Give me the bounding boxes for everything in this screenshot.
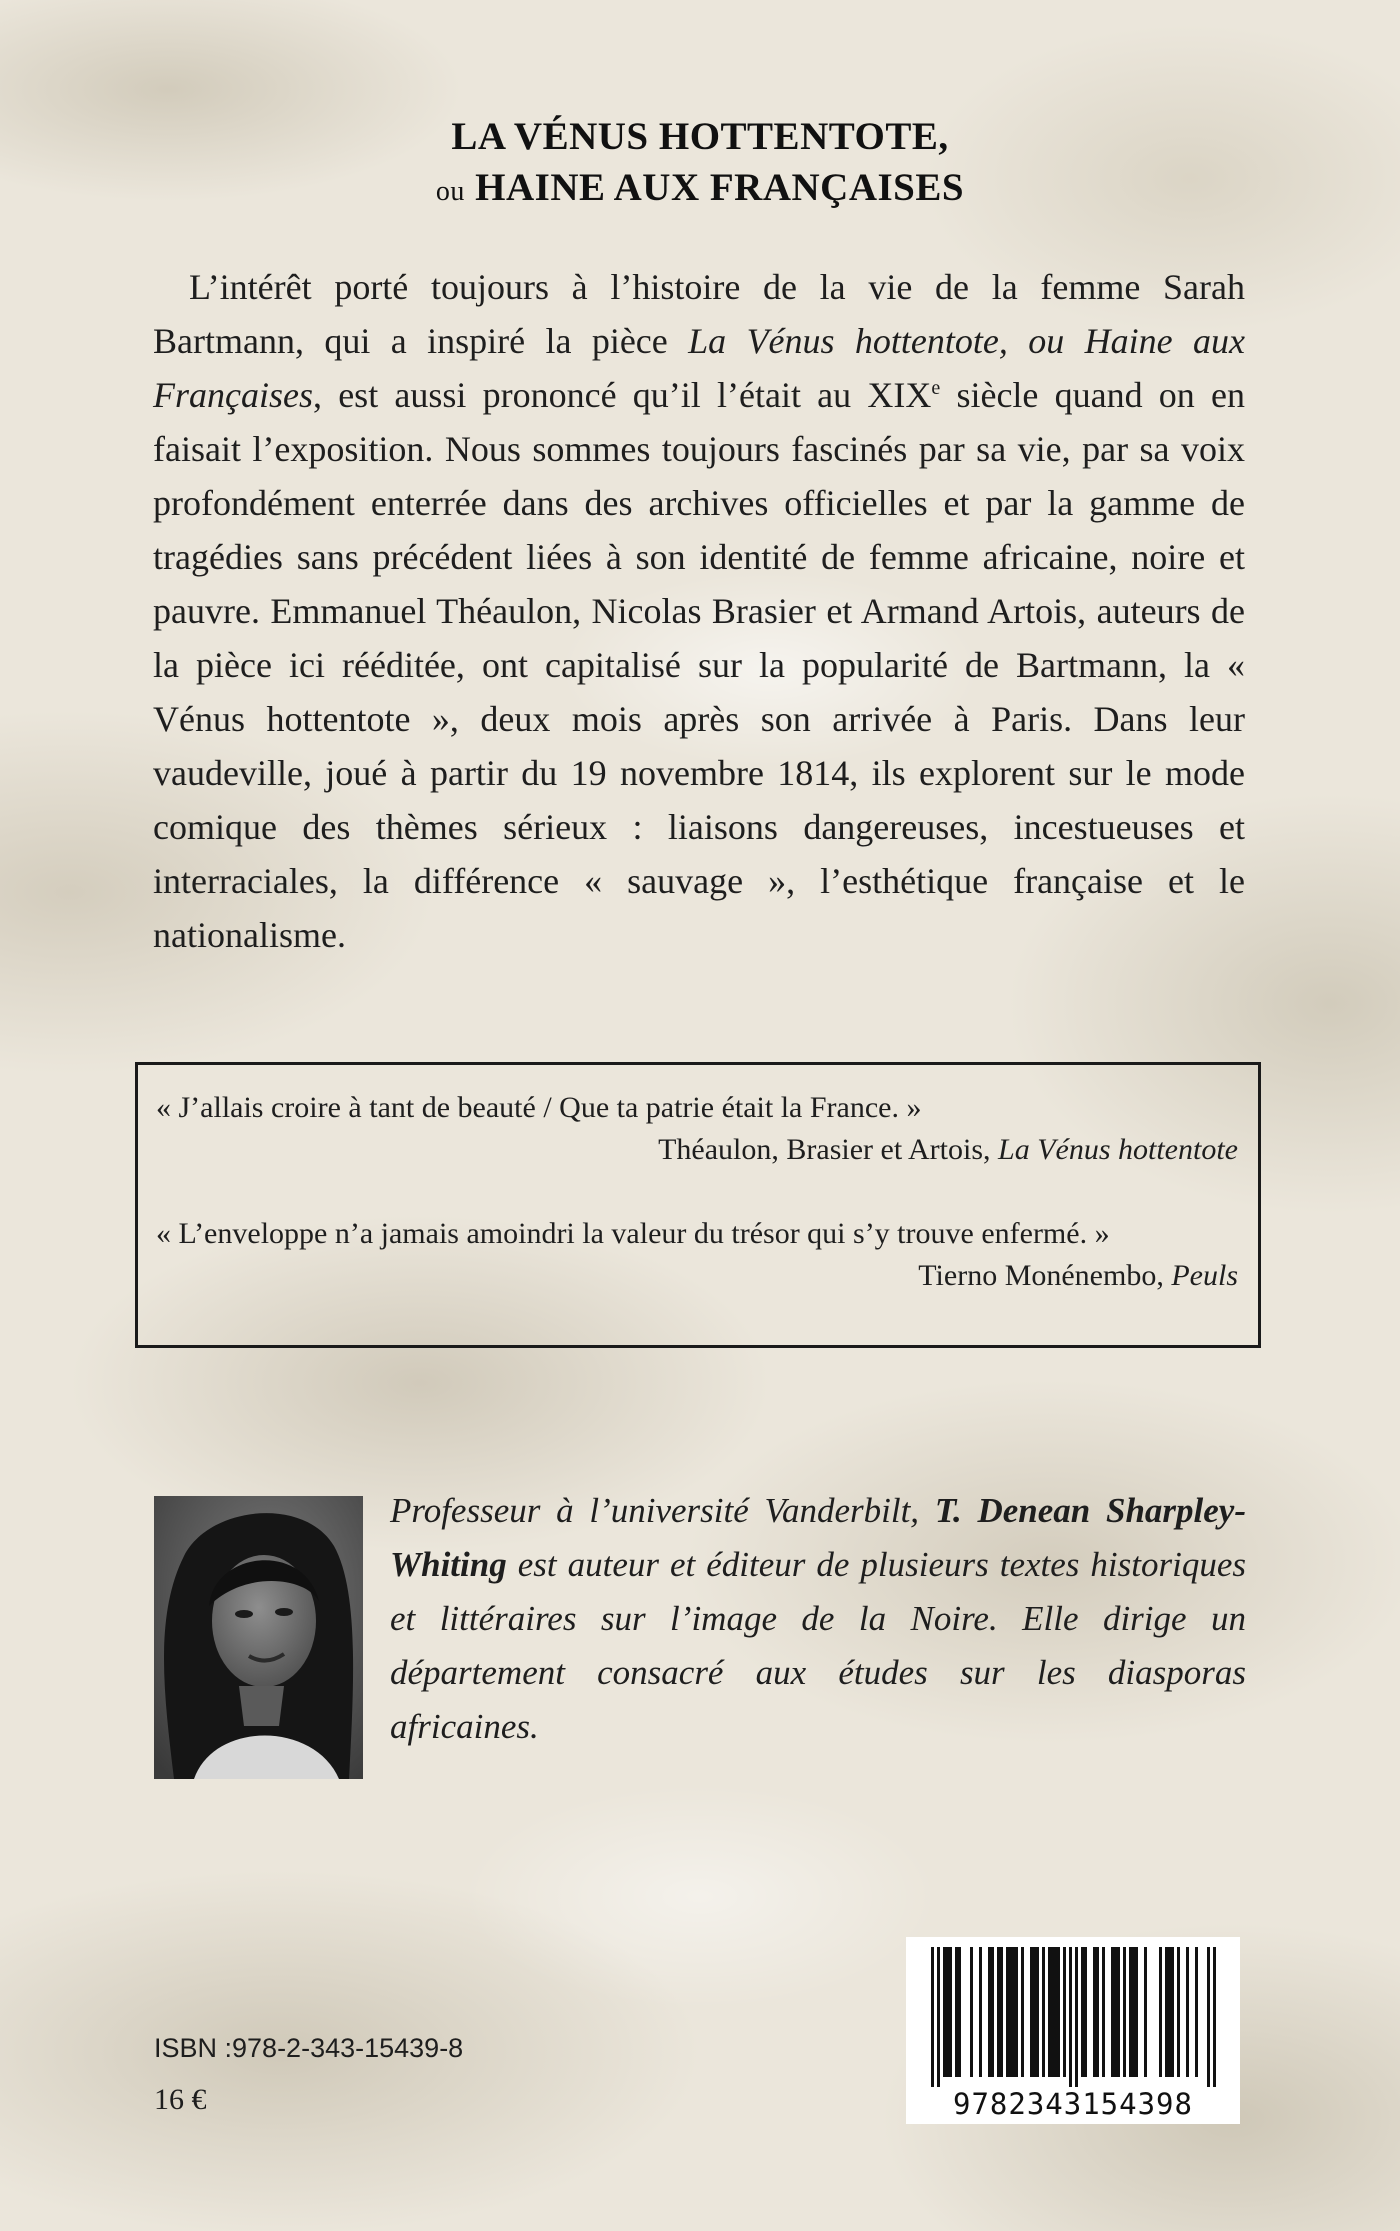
barcode-bar: [958, 1947, 961, 2077]
barcode-bar: [1063, 1947, 1066, 2077]
barcode-bar: [1006, 1947, 1009, 2077]
barcode-bar: [1093, 1947, 1096, 2077]
barcode-bar: [1096, 1947, 1099, 2077]
barcode-bar: [1132, 1947, 1135, 2077]
barcode-bar: [1042, 1947, 1045, 2077]
quote-2-text: « L’enveloppe n’a jamais amoindri la valeur du trésor qui s’y trouve enfermé. »: [156, 1217, 1110, 1250]
barcode-bar: [1030, 1947, 1033, 2077]
summary-paragraph: [153, 260, 1245, 962]
barcode-bar: [1021, 1947, 1024, 2077]
barcode-bar: [1009, 1947, 1012, 2077]
barcode-bar: [1114, 1947, 1117, 2077]
title-line-1: LA VÉNUS HOTTENTOTE,: [451, 115, 949, 158]
barcode-bar: [1213, 1947, 1216, 2087]
barcode-bar: [1177, 1947, 1180, 2077]
title-connector: ou: [435, 176, 465, 207]
quote-2-author: Tierno Monénembo,: [918, 1259, 1172, 1292]
barcode-bar: [1135, 1947, 1138, 2077]
price: 16 €: [154, 2083, 207, 2116]
author-photo: [154, 1496, 363, 1779]
barcode: [906, 1937, 1240, 2124]
barcode-bar: [1051, 1947, 1054, 2077]
quote-2-work: Peuls: [1171, 1259, 1238, 1292]
barcode-bar: [1084, 1947, 1087, 2077]
barcode-bar: [1168, 1947, 1171, 2077]
barcode-bar: [1081, 1947, 1084, 2077]
barcode-bar: [1195, 1947, 1198, 2077]
barcode-bar: [1207, 1947, 1210, 2087]
barcode-bar: [979, 1947, 982, 2077]
barcode-bar: [1033, 1947, 1036, 2077]
isbn: ISBN :978-2-343-15439-8: [154, 2033, 464, 2063]
summary-part-1: L’intérêt porté toujours à l’histoire de la vie de la femme Sarah Bartmann, qui a inspiré la pièce: [153, 267, 1245, 361]
author-bio-part-1: Professeur à l’université Vanderbilt,: [390, 1491, 935, 1530]
barcode-bar: [1123, 1947, 1126, 2077]
barcode-bar: [1075, 1947, 1078, 2087]
barcode-bar: [997, 1947, 1000, 2077]
barcode-bar: [1000, 1947, 1003, 2077]
author-name: T. Denean Sharpley-Whiting: [390, 1491, 1246, 1584]
barcode-bar: [937, 1947, 940, 2087]
barcode-bar: [1165, 1947, 1168, 2077]
quote-1-authors: Théaulon, Brasier et Artois,: [658, 1133, 999, 1166]
barcode-bar: [1012, 1947, 1015, 2077]
barcode-bar: [1102, 1947, 1105, 2077]
summary-play-title: La Vénus hottentote, ou Haine aux Françaises: [153, 321, 1246, 415]
barcode-bar: [1057, 1947, 1060, 2077]
barcode-bar: [988, 1947, 991, 2077]
barcode-bars-icon: [906, 1937, 1240, 2087]
barcode-bar: [1159, 1947, 1162, 2077]
author-portrait-icon: [154, 1496, 363, 1779]
quote-1-text: « J’allais croire à tant de beauté / Que ta patrie était la France. »: [156, 1091, 922, 1124]
barcode-bar: [931, 1947, 934, 2087]
barcode-bar: [970, 1947, 973, 2077]
barcode-bar: [1186, 1947, 1189, 2077]
summary-part-3: siècle quand on en faisait l’exposition. Nous sommes toujours fascinés par sa vie, par sa voix profondément enterrée dans des archives officielles et par la gamme de tragédies sans précédent liées à son identité de femme africaine, noire et pauvre. Emmanuel Théaulon, Nicolas Brasier et Armand Artois, auteurs de la pièce ici rééditée, ont capitalisé sur la popularité de Bartmann, la « Vénus hottentote », deux mois après son arrivée à Paris. Dans leur vaudeville, joué à partir du 19 novembre 1814, ils explorent sur le mode comique des thèmes sérieux : liaisons dangereuses, incestueuses et interraciales, la différence « sauvage », l’esthétique française et le nationalisme.: [153, 375, 1246, 955]
barcode-bar: [1117, 1947, 1120, 2077]
barcode-bar: [949, 1947, 952, 2077]
book-title: [0, 112, 1400, 218]
title-line-2: [0, 162, 1400, 218]
barcode-bar: [1054, 1947, 1057, 2077]
barcode-bar: [1171, 1947, 1174, 2077]
barcode-bar: [1015, 1947, 1018, 2077]
barcode-bar: [1111, 1947, 1114, 2077]
quote-1-work: La Vénus hottentote: [998, 1133, 1238, 1166]
author-bio-part-2: est auteur et éditeur de plusieurs textes historiques et littéraires sur l’image de la Noire. Elle dirige un département consacré aux études sur les diasporas africaines.: [390, 1545, 1246, 1746]
quote-2-attribution: [918, 1255, 1238, 1297]
summary-part-2: , est aussi prononcé qu’il l’était au XIX: [312, 375, 932, 415]
quote-1-attribution: [658, 1129, 1238, 1171]
barcode-bar: [1048, 1947, 1051, 2077]
author-bio: [390, 1484, 1246, 1754]
barcode-bar: [943, 1947, 946, 2077]
barcode-bar: [946, 1947, 949, 2077]
barcode-digits: 9782343154398: [953, 2087, 1193, 2121]
barcode-bar: [1069, 1947, 1072, 2087]
summary-century-superscript: e: [931, 377, 941, 399]
barcode-bar: [1036, 1947, 1039, 2077]
barcode-bar: [1129, 1947, 1132, 2077]
title-subtitle: HAINE AUX FRANÇAISES: [475, 166, 965, 209]
barcode-bar: [1144, 1947, 1147, 2077]
barcode-bar: [955, 1947, 958, 2077]
quotes-box: [135, 1062, 1261, 1348]
barcode-bar: [991, 1947, 994, 2077]
